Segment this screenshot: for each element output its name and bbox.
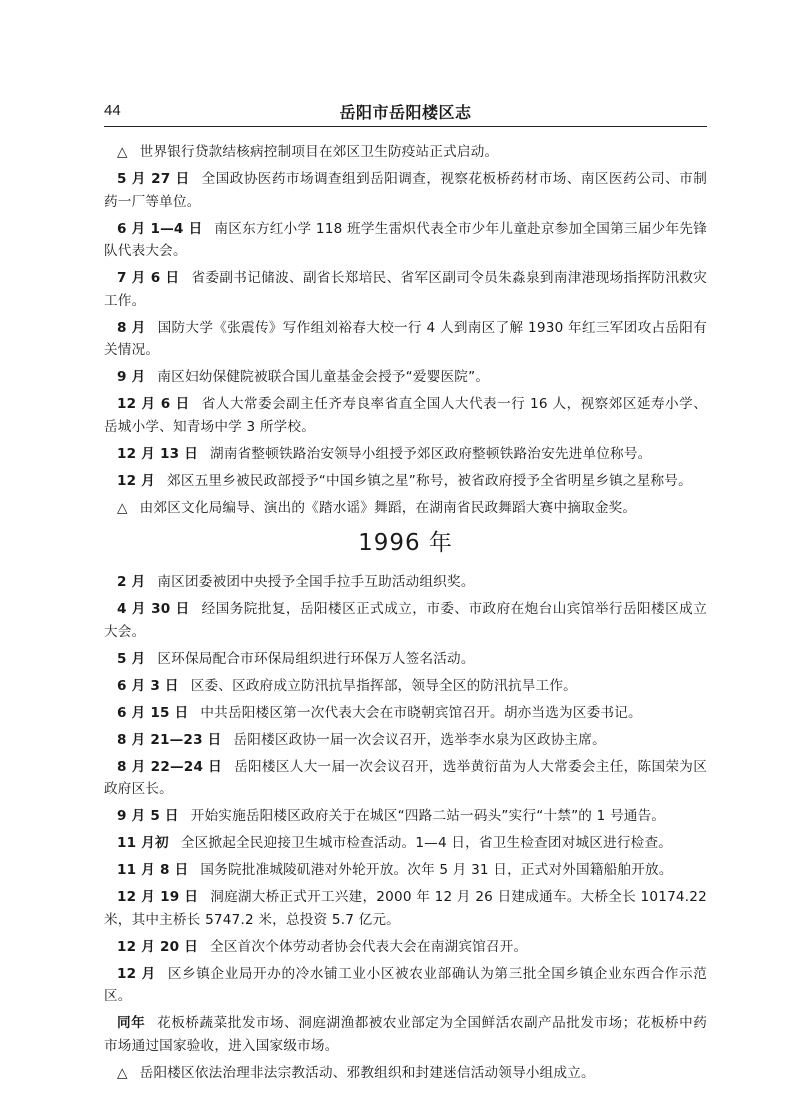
entry-date: 5 月 27 日 bbox=[117, 171, 190, 187]
chronicle-entry bbox=[104, 168, 707, 213]
triangle-marker: △ bbox=[117, 499, 128, 516]
entry-text: 区乡镇企业局开办的冷水铺工业小区被农业部确认为第三批全国乡镇企业东西合作示范区。 bbox=[104, 965, 707, 1004]
entry-text: 全国政协医药市场调查组到岳阳调查，视察花板桥药材市场、南区医药公司、市制药一厂等单位。 bbox=[104, 171, 707, 210]
entry-date: 同年 bbox=[117, 1015, 146, 1031]
chronicle-entry bbox=[104, 393, 707, 438]
chronicle-entry bbox=[104, 832, 707, 855]
entry-date: 8 月 21—23 日 bbox=[117, 731, 222, 748]
chronicle-entry bbox=[104, 598, 707, 643]
chronicle-entry bbox=[104, 859, 707, 882]
entry-text: 岳阳楼区人大一届一次会议召开，选举黄衍苗为人大常委会主任，陈国荣为区政府区长。 bbox=[104, 758, 707, 797]
entry-text: 区环保局配合市环保局组织进行环保万人签名活动。 bbox=[157, 650, 475, 667]
chronicle-entry bbox=[104, 571, 707, 594]
entry-text: 省委副书记储波、副省长郑培民、省军区副司令员朱淼泉到南津港现场指挥防汛救灾工作。 bbox=[104, 270, 708, 309]
entry-text: 世界银行贷款结核病控制项目在郊区卫生防疫站正式启动。 bbox=[139, 144, 499, 160]
entry-text: 湖南省整顿铁路治安领导小组授予郊区政府整顿铁路治安先进单位称号。 bbox=[210, 445, 652, 462]
entry-date: 8 月 22—24 日 bbox=[117, 758, 223, 775]
entry-text: 全区掀起全民迎接卫生城市检查活动。1—4 日，省卫生检查团对城区进行检查。 bbox=[180, 835, 673, 851]
entry-date: 11 月 8 日 bbox=[117, 862, 189, 878]
entry-text: 岳阳楼区政协一届一次会议召开，选举李水泉为区政协主席。 bbox=[233, 731, 606, 748]
chronicle-entry bbox=[104, 317, 707, 362]
chronicle-entry bbox=[104, 443, 707, 466]
entry-date: 7 月 6 日 bbox=[117, 270, 180, 286]
chronicle-entry bbox=[104, 470, 707, 493]
entry-text: 省人大常委会副主任齐寿良率省直全国人大代表一行 16 人，视察郊区延寿小学、岳城小学、知青场中学 3 所学校。 bbox=[104, 396, 707, 435]
chronicle-entry bbox=[104, 702, 707, 725]
entry-date: 9 月 5 日 bbox=[117, 808, 179, 824]
entry-text: 南区团委被团中央授予全国手拉手互助活动组织奖。 bbox=[157, 574, 475, 590]
entry-date: 12 月 20 日 bbox=[117, 938, 199, 955]
entry-date: 12 月 6 日 bbox=[117, 396, 190, 412]
chronicle-entry bbox=[104, 1062, 707, 1085]
chronicle-entry bbox=[104, 648, 707, 671]
chronicle-entry bbox=[104, 756, 707, 801]
entry-text: 国务院批准城陵矶港对外轮开放。次年 5 月 31 日，正式对外国籍船舶开放。 bbox=[200, 862, 673, 878]
entry-date: 2 月 bbox=[117, 574, 146, 590]
chronicle-entry bbox=[104, 267, 707, 312]
chronicle-entry bbox=[104, 805, 707, 828]
entry-date: 12 月 19 日 bbox=[117, 889, 199, 905]
entry-text: 郊区五里乡被民政部授予“中国乡镇之星”称号，被省政府授予全省明星乡镇之星称号。 bbox=[167, 472, 692, 489]
chronicle-entry bbox=[104, 675, 707, 698]
chronicle-entry bbox=[104, 729, 707, 752]
entry-date: 12 月 bbox=[117, 472, 156, 489]
book-title: 岳阳市岳阳楼区志 bbox=[339, 103, 472, 122]
entry-date: 11 月初 bbox=[117, 835, 169, 851]
entry-date: 6 月 3 日 bbox=[117, 677, 179, 694]
chronicle-entry bbox=[104, 936, 707, 959]
entry-date: 12 月 bbox=[117, 965, 156, 982]
entry-text: 区委、区政府成立防汛抗旱指挥部，领导全区的防汛抗旱工作。 bbox=[190, 677, 577, 694]
entry-date: 9 月 bbox=[117, 369, 146, 385]
entry-text: 花板桥蔬菜批发市场、洞庭湖渔都被农业部定为全国鲜活农副产品批发市场；花板桥中药市场通过国家验收，进入国家级市场。 bbox=[104, 1015, 708, 1054]
chronicle-entry bbox=[104, 1012, 707, 1057]
entry-text: 南区妇幼保健院被联合国儿童基金会授予“爱婴医院”。 bbox=[157, 369, 490, 385]
entry-date: 12 月 13 日 bbox=[117, 445, 199, 462]
entry-text: 经国务院批复，岳阳楼区正式成立，市委、市政府在炮台山宾馆举行岳阳楼区成立大会。 bbox=[104, 601, 707, 640]
chronicle-entry bbox=[104, 497, 707, 520]
entry-text: 开始实施岳阳楼区政府关于在城区“四路二站一码头”实行“十禁”的 1 号通告。 bbox=[190, 808, 666, 824]
entry-text: 南区东方红小学 118 班学生雷炽代表全市少年儿童赴京参加全国第三届少年先锋队代表大会。 bbox=[104, 220, 707, 259]
entry-text: 中共岳阳楼区第一次代表大会在市晓朝宾馆召开。胡亦当选为区委书记。 bbox=[200, 704, 642, 721]
entry-text: 岳阳楼区依法治理非法宗教活动、邪教组织和封建迷信活动领导小组成立。 bbox=[139, 1064, 595, 1081]
triangle-marker: △ bbox=[117, 144, 128, 160]
chronicle-entry bbox=[104, 218, 707, 263]
entry-date: 5 月 bbox=[117, 650, 146, 667]
section-heading-1996: 1996 年 bbox=[358, 530, 453, 556]
entries-1995 bbox=[104, 141, 707, 524]
entry-date: 8 月 bbox=[117, 319, 146, 336]
entries-1996 bbox=[104, 571, 707, 1089]
triangle-marker: △ bbox=[117, 1064, 128, 1081]
chronicle-entry bbox=[104, 886, 707, 931]
entry-text: 洞庭湖大桥正式开工兴建，2000 年 12 月 26 日建成通车。大桥全长 10174.22 米，其中主桥长 5747.2 米，总投资 5.7 亿元。 bbox=[104, 889, 707, 928]
chronicle-entry bbox=[104, 141, 707, 164]
entry-text: 国防大学《张震传》写作组刘裕春大校一行 4 人到南区了解 1930 年红三军团攻占岳阳有关情况。 bbox=[104, 319, 708, 358]
page-number: 44 bbox=[104, 102, 121, 119]
entry-date: 6 月 1—4 日 bbox=[117, 220, 203, 237]
page-header bbox=[104, 100, 707, 127]
chronicle-entry bbox=[104, 963, 707, 1008]
entry-date: 6 月 15 日 bbox=[117, 704, 189, 721]
entry-date: 4 月 30 日 bbox=[117, 601, 190, 617]
chronicle-entry bbox=[104, 366, 707, 389]
entry-text: 全区首次个体劳动者协会代表大会在南湖宾馆召开。 bbox=[210, 938, 528, 955]
entry-text: 由郊区文化局编导、演出的《踏水谣》舞蹈，在湖南省民政舞蹈大赛中摘取金奖。 bbox=[139, 499, 637, 516]
